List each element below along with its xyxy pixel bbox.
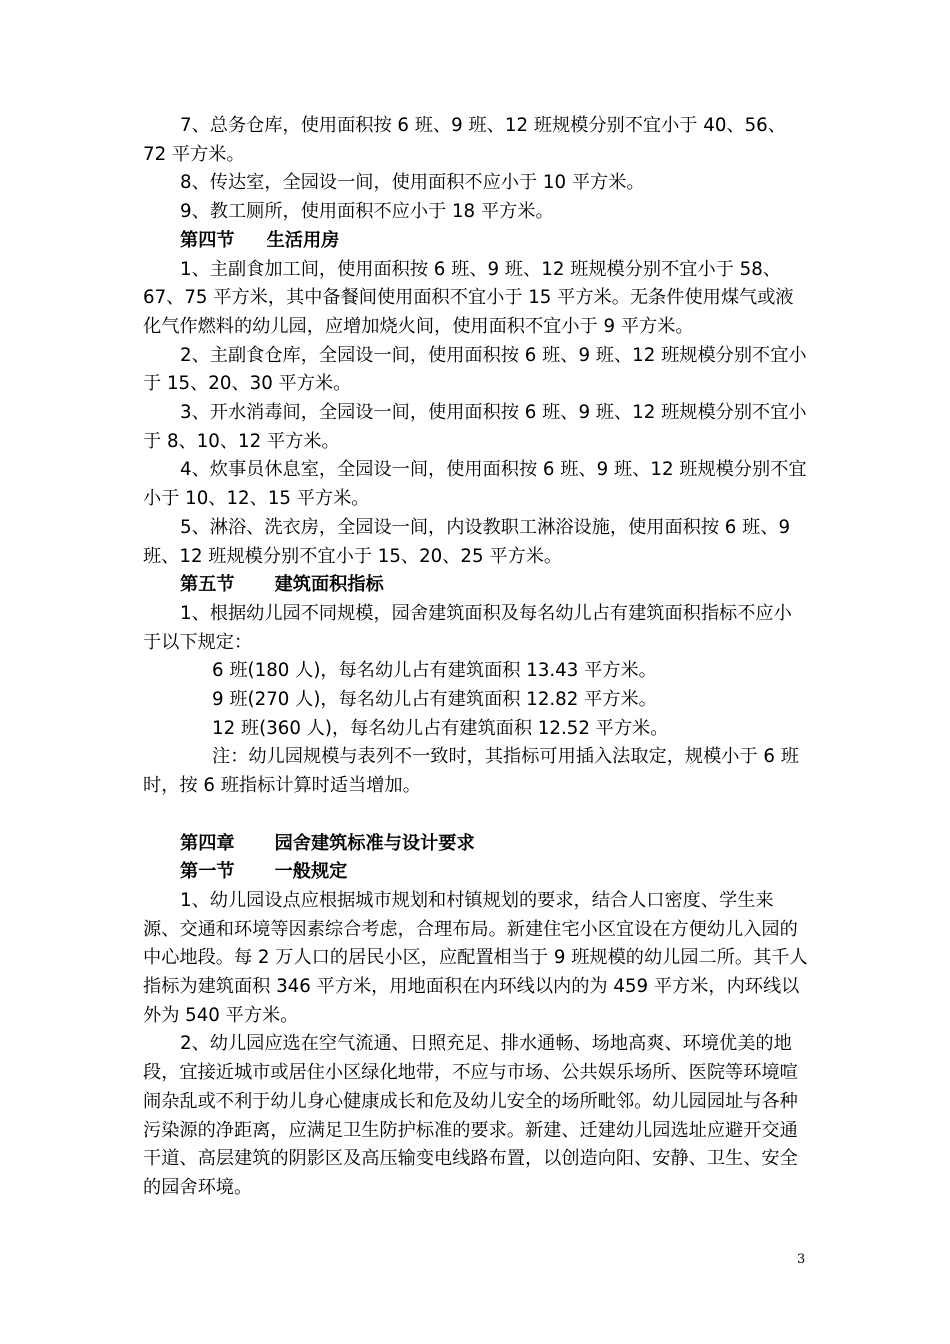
section-title: 生活用房 [266, 229, 340, 251]
section-title: 建筑面积指标 [274, 574, 384, 596]
blank-line [143, 801, 808, 830]
note-paragraph: 注：幼儿园规模与表列不一致时，其指标可用插入法取定，规模小于 6 班时，按 6 班指标计算时适当增加。 [143, 746, 799, 797]
list-item-6-classes: 6 班(180 人)，每名幼儿占有建筑面积 13.43 平方米。 [212, 660, 657, 682]
document-page [143, 112, 808, 1203]
paragraph-staff-toilet: 9、教工厕所，使用面积不应小于 18 平方米。 [180, 201, 554, 223]
section-heading-living-rooms [143, 227, 808, 256]
section-heading-building-area [143, 571, 808, 600]
paragraph-area-rule: 1、根据幼儿园不同规模，园舍建筑面积及每名幼儿占有建筑面积指标不应小于以下规定： [143, 602, 792, 653]
chapter-number: 第四章 [180, 832, 235, 854]
section-title: 一般规定 [274, 861, 348, 883]
section-heading-general [143, 858, 808, 887]
paragraph-site-planning: 1、幼儿园设点应根据城市规划和村镇规划的要求，结合人口密度、学生来源、交通和环境等因素综合考虑，合理布局。新建住宅小区宜设在方便幼儿入园的中心地段。每 2 万人口的居民小区，应配置相当于 9 班规模的幼儿园二所。其千人指标为建筑面积 346 平方米，用地面积在内环线以内的为 459 平方米，内环线以外为 540 平方米。 [143, 889, 808, 1026]
section-number: 第四节 [180, 229, 235, 251]
paragraph-laundry: 5、淋浴、洗衣房，全园设一间，内设教职工淋浴设施，使用面积按 6 班、9 班、12 班规模分别不宜小于 15、20、25 平方米。 [143, 516, 791, 567]
chapter-title: 园舍建筑标准与设计要求 [274, 832, 475, 854]
list-item-12-classes: 12 班(360 人)，每名幼儿占有建筑面积 12.52 平方米。 [212, 717, 669, 739]
paragraph-reception-room: 8、传达室，全园设一间，使用面积不应小于 10 平方米。 [180, 172, 645, 194]
page-number: 3 [797, 1252, 806, 1267]
paragraph-site-selection: 2、幼儿园应选在空气流通、日照充足、排水通畅、场地高爽、环境优美的地段，宜接近城市或居住小区绿化地带，不应与市场、公共娱乐场所、医院等环境喧闹杂乱或不利于幼儿身心健康成长和危及幼儿安全的场所毗邻。幼儿园园址与各种污染源的净距离，应满足卫生防护标准的要求。新建、迁建幼儿园选址应避开交通干道、高层建筑的阴影区及高压输变电线路布置，以创造向阳、安静、卫生、安全的园舍环境。 [143, 1033, 798, 1198]
chapter-heading [143, 830, 808, 859]
paragraph-disinfection-room: 3、开水消毒间，全园设一间，使用面积按 6 班、9 班、12 班规模分别不宜小于 8、10、12 平方米。 [143, 402, 807, 452]
paragraph-kitchen: 1、主副食加工间，使用面积按 6 班、9 班、12 班规模分别不宜小于 58、67、75 平方米，其中备餐间使用面积不宜小于 15 平方米。无条件使用煤气或液化气作燃料的幼儿园，应增加烧火间，使用面积不宜小于 9 平方米。 [143, 258, 794, 337]
section-number: 第五节 [180, 574, 235, 596]
list-item-9-classes: 9 班(270 人)，每名幼儿占有建筑面积 12.82 平方米。 [212, 689, 657, 711]
paragraph-food-storage: 2、主副食仓库，全园设一间，使用面积按 6 班、9 班、12 班规模分别不宜小于 15、20、30 平方米。 [143, 344, 807, 395]
section-number: 第一节 [180, 861, 235, 883]
paragraph-storage-room: 7、总务仓库，使用面积按 6 班、9 班、12 班规模分别不宜小于 40、56、72 平方米。 [143, 115, 786, 165]
paragraph-cook-rest-room: 4、炊事员休息室，全园设一间，使用面积按 6 班、9 班、12 班规模分别不宜小于 10、12、15 平方米。 [143, 459, 807, 510]
